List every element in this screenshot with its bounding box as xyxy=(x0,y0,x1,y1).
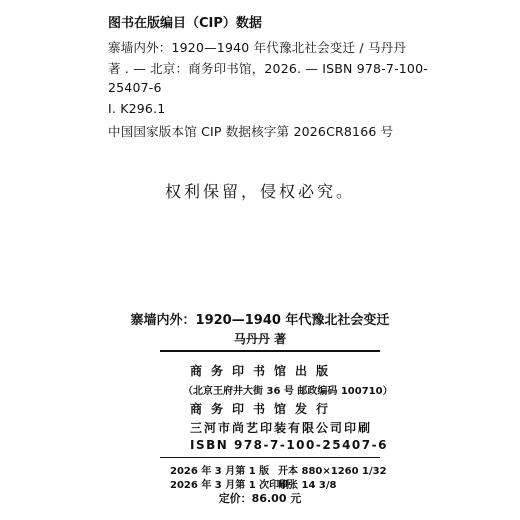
first-edition: 2026 年 3 月第 1 版 xyxy=(170,466,270,477)
first-printing: 2026 年 3 月第 1 次印刷 xyxy=(170,480,290,491)
isbn-line: ISBN 978-7-100-25407-6 xyxy=(190,438,388,452)
book-format: 开本 880×1260 1/32 xyxy=(278,466,387,477)
publisher-line: 商务印书馆出版 xyxy=(190,364,338,378)
cip-line-record-number: 中国国家版本馆 CIP 数据核字第 2026CR8166 号 xyxy=(108,124,394,139)
cip-line-publication: 著 . — 北京：商务印书馆，2026. — ISBN 978-7-100- xyxy=(108,61,428,76)
printing-sheets: 印张 14 3/8 xyxy=(278,480,337,491)
distributor-line: 商务印书馆发行 xyxy=(190,402,338,416)
rights-notice: 权利保留，侵权必究。 xyxy=(164,182,355,201)
printer-line: 三河市尚艺印装有限公司印刷 xyxy=(190,421,373,435)
cip-line-isbn-cont: 25407-6 xyxy=(108,80,162,95)
price: 定价：86.00 元 xyxy=(218,492,302,505)
cip-title: 图书在版编目（CIP）数据 xyxy=(108,16,262,31)
publisher-address: （北京王府井大街 36 号 邮政编码 100710） xyxy=(183,386,393,397)
bottom-divider xyxy=(160,457,380,458)
book-title: 寨墙内外：1920—1940 年代豫北社会变迁 xyxy=(130,313,390,328)
top-divider xyxy=(160,350,380,352)
cip-line-classification: Ⅰ. K296.1 xyxy=(108,101,166,116)
cip-line-title-author: 寨墙内外：1920—1940 年代豫北社会变迁 / 马丹丹 xyxy=(108,40,407,55)
book-author: 马丹丹 著 xyxy=(233,332,287,346)
